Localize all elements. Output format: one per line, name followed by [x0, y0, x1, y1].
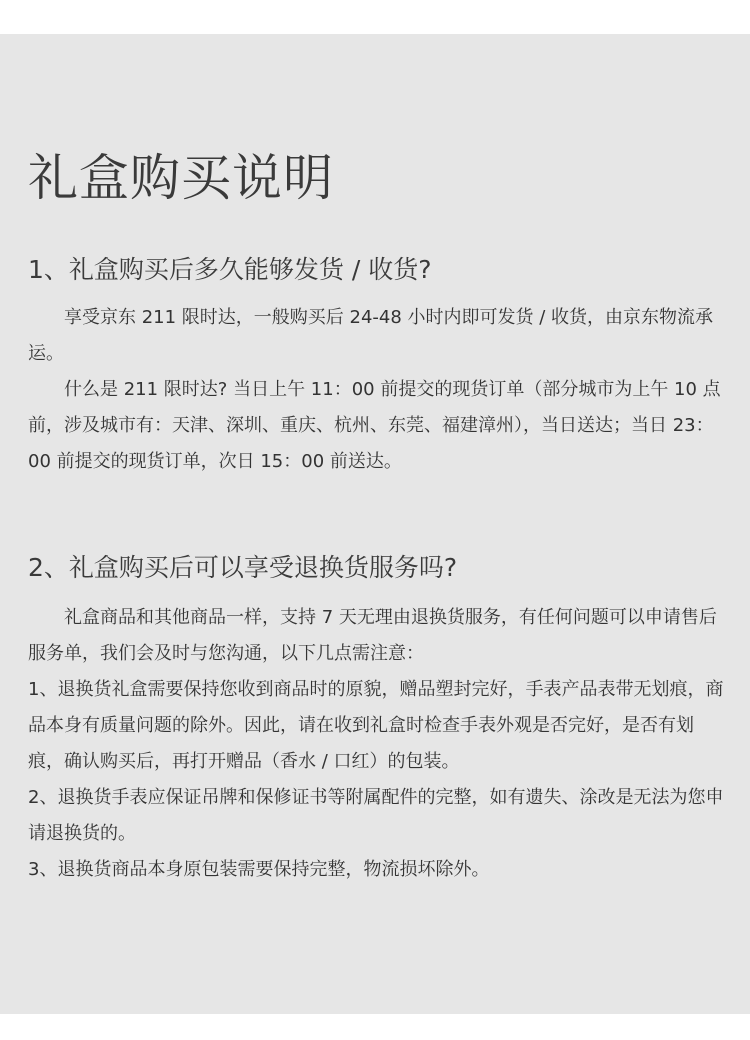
returns-note-1: 1、退换货礼盒需要保持您收到商品时的原貌，赠品塑封完好，手表产品表带无划痕，商品本身有质量问题的除外。因此，请在收到礼盒时检查手表外观是否完好，是否有划痕，确认购买后，再打开赠品（香水 / 口红）的包装。	[28, 679, 724, 772]
shipping-paragraph-1: 享受京东 211 限时达，一般购买后 24-48 小时内即可发货 / 收货，由京东物流承运。	[28, 307, 714, 364]
section-heading-shipping: 1、礼盒购买后多久能够发货 / 收货?	[28, 255, 432, 284]
returns-note-3: 3、退换货商品本身原包装需要保持完整，物流损坏除外。	[28, 859, 490, 880]
shipping-paragraph-2: 什么是 211 限时达? 当日上午 11：00 前提交的现货订单（部分城市为上午 10 点前，涉及城市有：天津、深圳、重庆、杭州、东莞、福建漳州），当日送达；当日 23：00 前提交的现货订单，次日 15：00 前送达。	[28, 379, 721, 472]
returns-note-2: 2、退换货手表应保证吊牌和保修证书等附属配件的完整，如有遗失、涂改是无法为您申请退换货的。	[28, 787, 724, 844]
page-title: 礼盒购买说明	[28, 149, 334, 207]
returns-paragraph-intro: 礼盒商品和其他商品一样，支持 7 天无理由退换货服务，有任何问题可以申请售后服务单，我们会及时与您沟通，以下几点需注意：	[28, 607, 717, 664]
section-heading-returns: 2、礼盒购买后可以享受退换货服务吗?	[28, 553, 458, 582]
